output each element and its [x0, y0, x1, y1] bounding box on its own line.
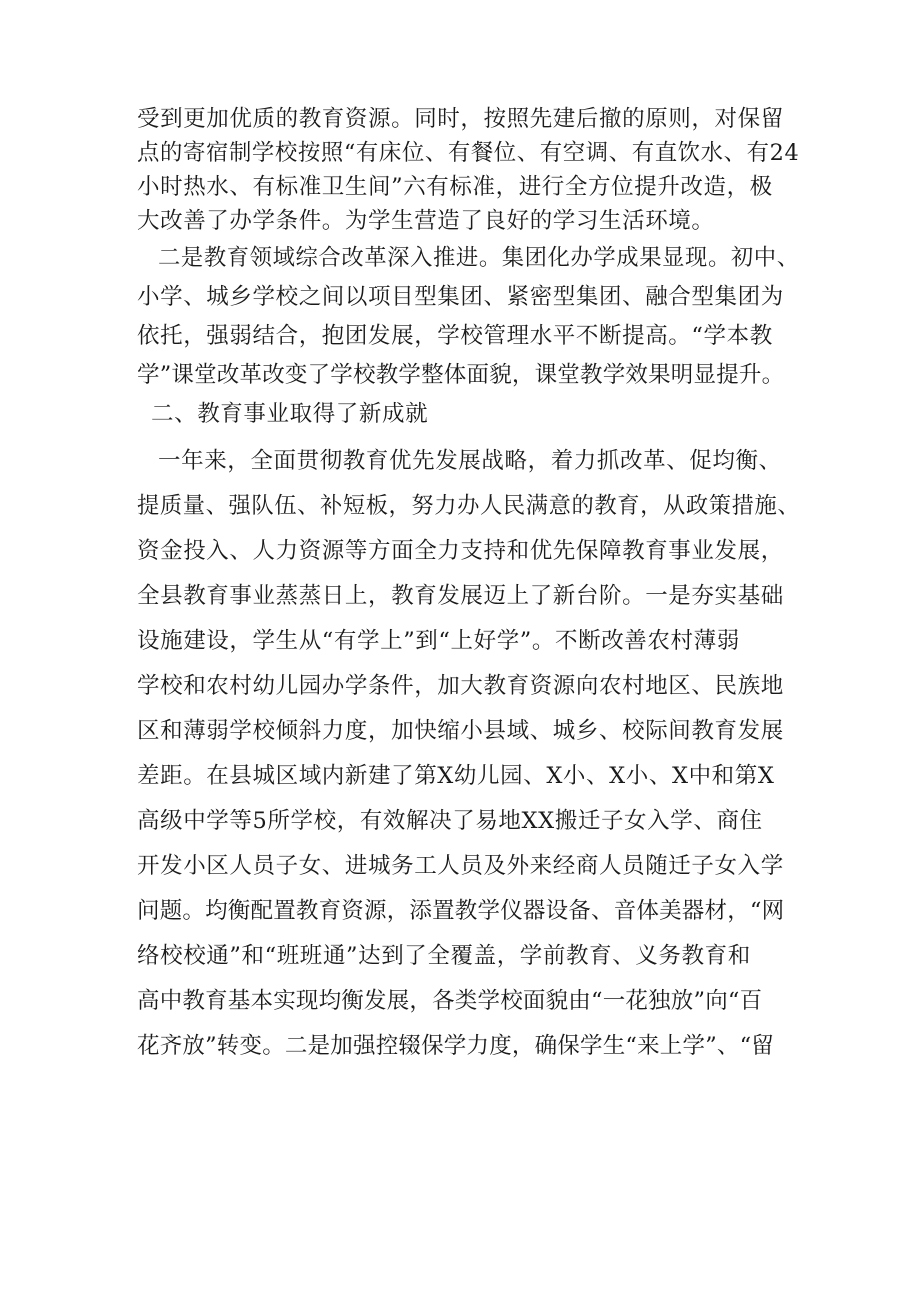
paragraph-line: 高中教育基本实现均衡发展，各类学校面貌由“一花独放”向“百: [137, 988, 763, 1014]
paragraph-line: 受到更加优质的教育资源。同时，按照先建后撤的原则，对保留: [137, 106, 784, 132]
paragraph-line: 点的寄宿制学校按照“有床位、有餐位、有空调、有直饮水、有24: [137, 140, 800, 166]
paragraph-line: 二是教育领域综合改革深入推进。集团化办学成果显现。初中、: [158, 245, 800, 271]
paragraph-line: 开发小区人员子女、进城务工人员及外来经商人员随迁子女入学: [137, 853, 784, 879]
paragraph-line: 小学、城乡学校之间以项目型集团、紧密型集团、融合型集团为: [137, 284, 784, 310]
paragraph-line: 区和薄弱学校倾斜力度，加快缩小县域、城乡、校际间教育发展: [137, 718, 784, 744]
section-heading: 二、教育事业取得了新成就: [151, 401, 429, 427]
paragraph-line: 设施建设，学生从“有学上”到“上好学”。不断改善农村薄弱: [137, 628, 740, 654]
paragraph-line: 学校和农村幼儿园办学条件，加大教育资源向农村地区、民族地: [137, 673, 784, 699]
paragraph-line: 资金投入、人力资源等方面全力支持和优先保障教育事业发展，: [137, 538, 784, 564]
paragraph-line: 大改善了办学条件。为学生营造了良好的学习生活环境。: [137, 208, 715, 234]
paragraph-line: 全县教育事业蒸蒸日上，教育发展迈上了新台阶。一是夯实基础: [137, 583, 784, 609]
paragraph-line: 高级中学等5所学校，有效解决了易地XX搬迁子女入学、商住: [137, 808, 763, 834]
paragraph-line: 一年来，全面贯彻教育优先发展战略，着力抓改革、促均衡、: [158, 448, 782, 474]
paragraph-line: 差距。在县城区域内新建了第X幼儿园、X小、X小、X中和第X: [137, 763, 775, 789]
paragraph-line: 依托，强弱结合，抱团发展，学校管理水平不断提高。“学本教: [137, 323, 773, 349]
paragraph-line: 提质量、强队伍、补短板，努力办人民满意的教育，从政策措施、: [137, 493, 801, 519]
paragraph-line: 小时热水、有标准卫生间”六有标准，进行全方位提升改造，极: [137, 174, 773, 200]
paragraph-line: 络校校通”和“班班通”达到了全覆盖，学前教育、义务教育和: [137, 943, 751, 969]
paragraph-line: 学”课堂改革改变了学校教学整体面貌，课堂教学效果明显提升。: [137, 362, 785, 388]
paragraph-line: 花齐放”转变。二是加强控辍保学力度，确保学生“来上学”、“留: [137, 1033, 775, 1059]
paragraph-line: 问题。均衡配置教育资源，添置教学仪器设备、音体美器材，“网: [137, 898, 785, 924]
